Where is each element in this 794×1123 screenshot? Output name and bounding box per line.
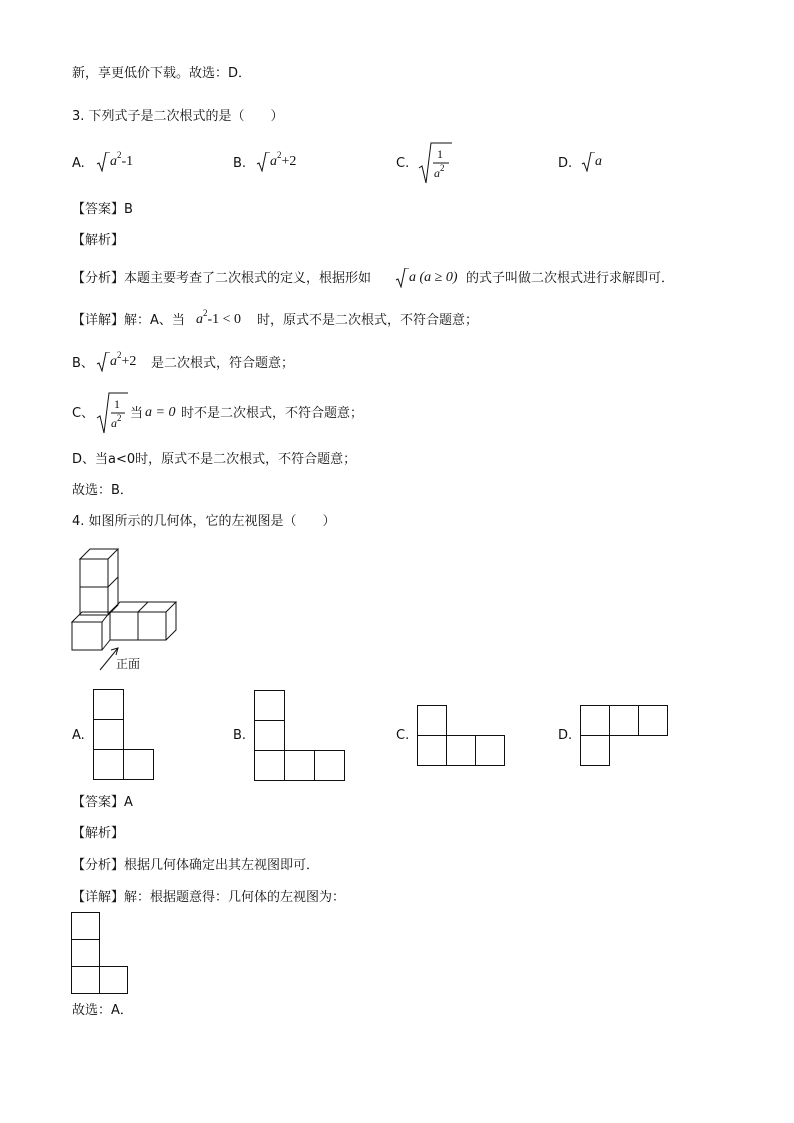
sqrt-sign-icon: [96, 152, 110, 172]
q3-option-c-label: C.: [396, 156, 410, 171]
q3-title: 3. 下列式子是二次根式的是（ ）: [72, 109, 284, 124]
q3-option-a-label: A.: [72, 156, 85, 171]
q4-option-b-label: B.: [233, 728, 247, 743]
q4-answer: 【答案】A: [72, 795, 133, 810]
q3-option-b-expr: $a^2+2$: [256, 152, 296, 172]
q3-fenxi-sqrt: a (a ≥ 0): [395, 268, 458, 288]
q3-analysis-heading: 【解析】: [72, 233, 125, 248]
q4-title: 4. 如图所示的几何体，它的左视图是（ ）: [72, 514, 336, 529]
sqrt-sign-icon: [96, 352, 110, 372]
q4-front-label: 正面: [116, 657, 141, 671]
q3-b-suffix: 是二次根式，符合题意；: [151, 356, 295, 371]
q3-c-cond: a = 0: [145, 405, 176, 420]
q4-analysis-heading: 【解析】: [72, 826, 125, 841]
q3-xiangjie: 【详解】解：A、当: [72, 313, 185, 328]
q3-c-mid: 当: [130, 406, 144, 421]
q3-option-b-label: B.: [233, 156, 247, 171]
q4-fenxi: 【分析】根据几何体确定出其左视图即可．: [72, 858, 320, 873]
sqrt-sign-icon: [581, 152, 595, 172]
q3-d-line: D、当a<0时，原式不是二次根式，不符合题意；: [72, 452, 357, 467]
q4-option-d-label: D.: [558, 728, 573, 743]
q3-c-expr: 1 $a^2$: [96, 392, 132, 434]
q4-option-d-figure: [580, 705, 670, 767]
continuation-line: 新，享更低价下载。故选：D．: [72, 66, 252, 81]
q3-option-d-label: D.: [558, 156, 573, 171]
q4-conclusion: 故选：A．: [72, 1003, 133, 1018]
q3-fenxi-tail: 的式子叫做二次根式进行求解即可．: [466, 271, 675, 286]
q3-xiangjie-cond: $a^2-1 < 0$: [196, 308, 242, 327]
q4-option-a-label: A.: [72, 728, 85, 743]
q4-solution-figure: [71, 912, 131, 996]
q3-xiangjie-tail: 时，原式不是二次根式，不符合题意；: [257, 313, 479, 328]
sqrt-sign-icon: [256, 152, 270, 172]
q3-b-expr: $a^2+2$: [96, 352, 136, 372]
q4-option-a-figure: [93, 689, 157, 781]
q4-option-b-figure: [254, 690, 348, 782]
q3-c-suffix: 时不是二次根式，不符合题意；: [181, 406, 364, 421]
sqrt-sign-icon: [395, 268, 409, 288]
q3-option-d-expr: a: [581, 152, 602, 172]
q3-conclusion: 故选：B．: [72, 483, 133, 498]
q3-answer: 【答案】B: [72, 202, 133, 217]
q3-option-a-expr: $a^2-1$: [96, 152, 133, 172]
q3-option-a: [72, 156, 85, 172]
q3-fenxi: 【分析】本题主要考查了二次根式的定义，根据形如: [72, 271, 372, 286]
q3-b-prefix: B、: [72, 356, 94, 371]
q4-option-c-label: C.: [396, 728, 410, 743]
q4-option-c-figure: [417, 705, 507, 767]
q4-xiangjie: 【详解】解：根据题意得：几何体的左视图为：: [72, 890, 346, 905]
q3-c-prefix: C、: [72, 406, 95, 421]
